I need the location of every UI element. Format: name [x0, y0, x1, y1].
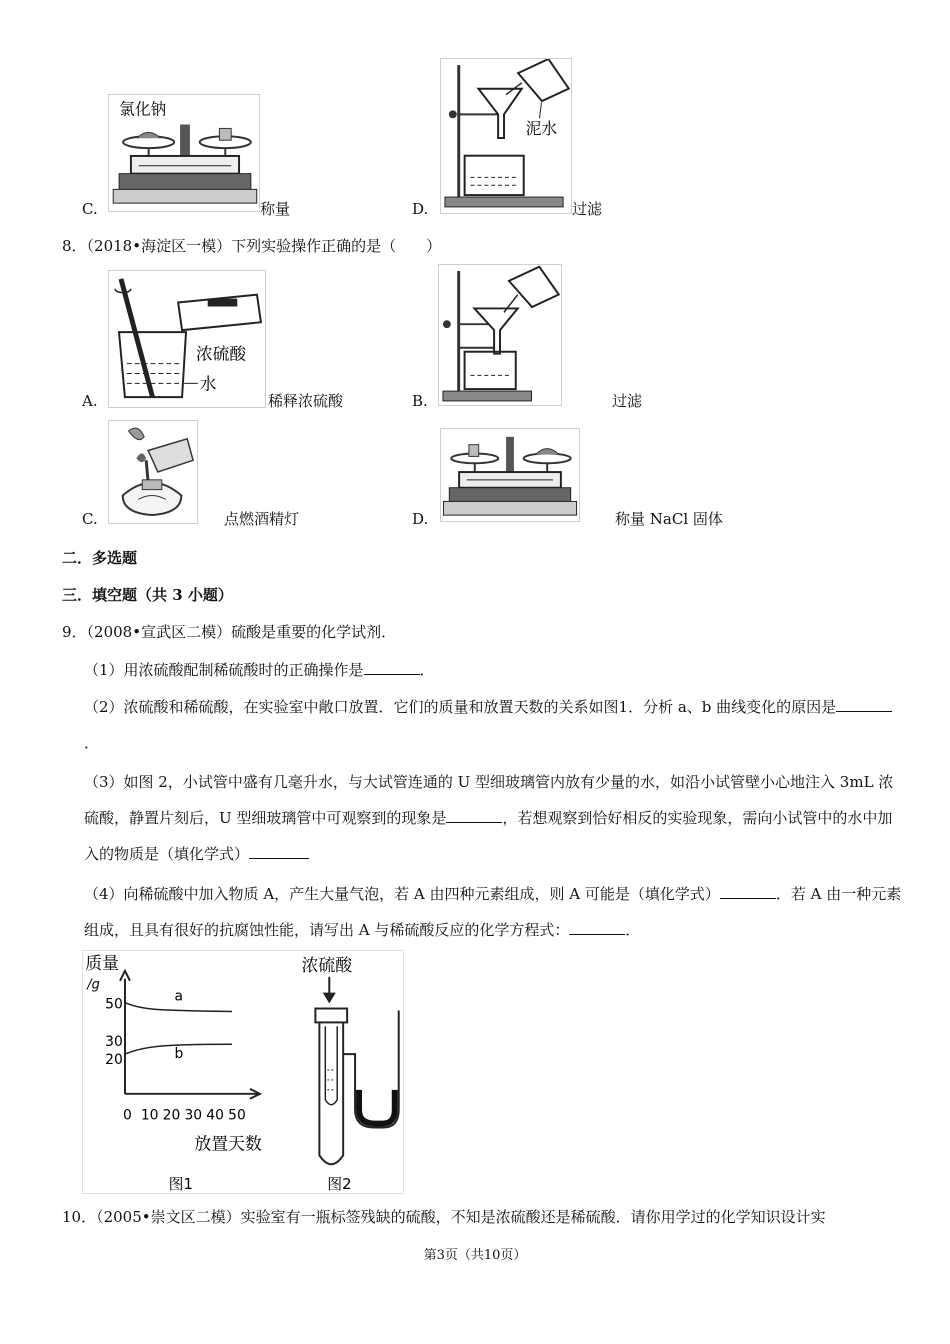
figure2-acid-label: 浓硫酸: [301, 954, 353, 975]
q7-option-d-letter: D.: [412, 200, 429, 218]
q9-part4: （4）向稀硫酸中加入物质 A，产生大量气泡，若 A 由四种元素组成，则 A 可能是（填化学式） ．若 A 由一种元素组成，且具有很好的抗腐蚀性能，请写出 A 与稀硫酸反应的化学方程式： ．: [84, 885, 902, 939]
filter-figure: [438, 264, 562, 406]
x-tick-50: 50: [228, 1107, 246, 1124]
q9-part2-text: （2）浓硫酸和稀硫酸，在实验室中敞口放置．它们的质量和放置天数的关系如图1．分析 a、b 曲线变化的原因是: [84, 698, 837, 716]
x-tick-10: 10: [140, 1107, 159, 1124]
balance-nacl-figure: [108, 94, 260, 212]
q10-stem: 10．（2005•崇文区二模）实验室有一瓶标签残缺的硫酸，不知是浓硫酸还是稀硫酸．请你用学过的化学知识设计实: [62, 1208, 826, 1226]
q9-part1: （1）用浓硫酸配制稀硫酸时的正确操作是 ．: [84, 661, 435, 679]
q9-figures: [82, 950, 404, 1194]
q8-option-a-caption: 稀释浓硫酸: [268, 392, 344, 410]
q8-option-d-letter: D.: [412, 510, 429, 528]
q8-stem: 8．（2018•海淀区一模）下列实验操作正确的是（ ）: [62, 237, 442, 255]
q8-option-b-caption: 过滤: [612, 392, 643, 410]
answer-blank: [836, 697, 892, 712]
figure2-caption: 图2: [327, 1175, 352, 1193]
q7-option-c-caption: 称量: [260, 200, 291, 218]
q7-option-d-caption: 过滤: [572, 200, 603, 218]
answer-blank: [569, 920, 625, 935]
chart-ylabel: 质量: [85, 952, 120, 973]
q9-stem: 9．（2008•宣武区二模）硫酸是重要的化学试剂．: [62, 623, 397, 641]
figure-label-water: 水: [199, 373, 217, 394]
x-tick-30: 30: [184, 1107, 203, 1124]
q9-part3-text: （3）如图 2，小试管中盛有几毫升水，与大试管连通的 U 型细玻璃管内放有少量的水，如沿小试管壁小心地注入 3mL 浓硫酸，静置片刻后，U 型细玻璃管中可观察到的现象是: [84, 773, 894, 827]
u-tube-apparatus: [302, 955, 399, 1193]
q8-option-c-letter: C.: [82, 510, 98, 528]
figure-label-conc-acid: 浓硫酸: [195, 343, 247, 364]
answer-blank: [720, 884, 776, 899]
q7-option-c-letter: C.: [82, 200, 98, 218]
y-tick-30: 30: [105, 1034, 123, 1051]
q8-option-a-letter: A.: [82, 392, 98, 410]
balance-figure: [440, 428, 580, 522]
section-multiple-choice: 二．多选题: [62, 549, 138, 567]
light-lamp-figure: [108, 420, 198, 524]
curve-a-label: a: [174, 988, 184, 1005]
answer-blank: [446, 808, 502, 823]
y-tick-20: 20: [105, 1052, 123, 1069]
chart-xlabel: 放置天数: [194, 1133, 262, 1154]
q8-option-c-caption: 点燃酒精灯: [224, 510, 300, 528]
x-tick-40: 40: [206, 1107, 224, 1124]
q9-part3: （3）如图 2，小试管中盛有几毫升水，与大试管连通的 U 型细玻璃管内放有少量的水，如沿小试管壁小心地注入 3mL 浓硫酸，静置片刻后，U 型细玻璃管中可观察到的现象是 ，若想观察到恰好相反的实验现象，需向小试管中的水中加入的物质是（填化学式）: [84, 773, 894, 863]
q9-part2: （2）浓硫酸和稀硫酸，在实验室中敞口放置．它们的质量和放置天数的关系如图1．分析 a、b 曲线变化的原因是．: [84, 689, 906, 761]
page-footer: 第3页（共10页）: [423, 1248, 527, 1263]
dilute-acid-figure: [108, 270, 266, 408]
x-tick-20: 20: [162, 1107, 181, 1124]
q8-option-d-caption: 称量 NaCl 固体: [615, 510, 723, 528]
q8-option-b-letter: B.: [412, 392, 428, 410]
q9-part1-text: （1）用浓硫酸配制稀硫酸时的正确操作是: [84, 661, 364, 679]
curve-b-label: b: [174, 1046, 184, 1063]
section-fill-blank: 三．填空题（共 3 小题）: [62, 586, 233, 604]
figure1-caption: 图1: [168, 1175, 193, 1193]
answer-blank: [364, 660, 420, 675]
filter-mud-figure: [440, 58, 572, 214]
chart-yunit: /g: [87, 977, 100, 993]
answer-blank: [249, 844, 309, 859]
x-tick-0: 0: [122, 1107, 132, 1124]
figure-label-mud-water: 泥水: [525, 119, 558, 139]
y-tick-50: 50: [105, 996, 123, 1013]
q9-part4-text: （4）向稀硫酸中加入物质 A，产生大量气泡，若 A 由四种元素组成，则 A 可能是（填化学式）: [84, 885, 720, 903]
mass-vs-days-chart: [85, 953, 262, 1193]
figure-label-nacl: 氯化钠: [119, 99, 167, 119]
